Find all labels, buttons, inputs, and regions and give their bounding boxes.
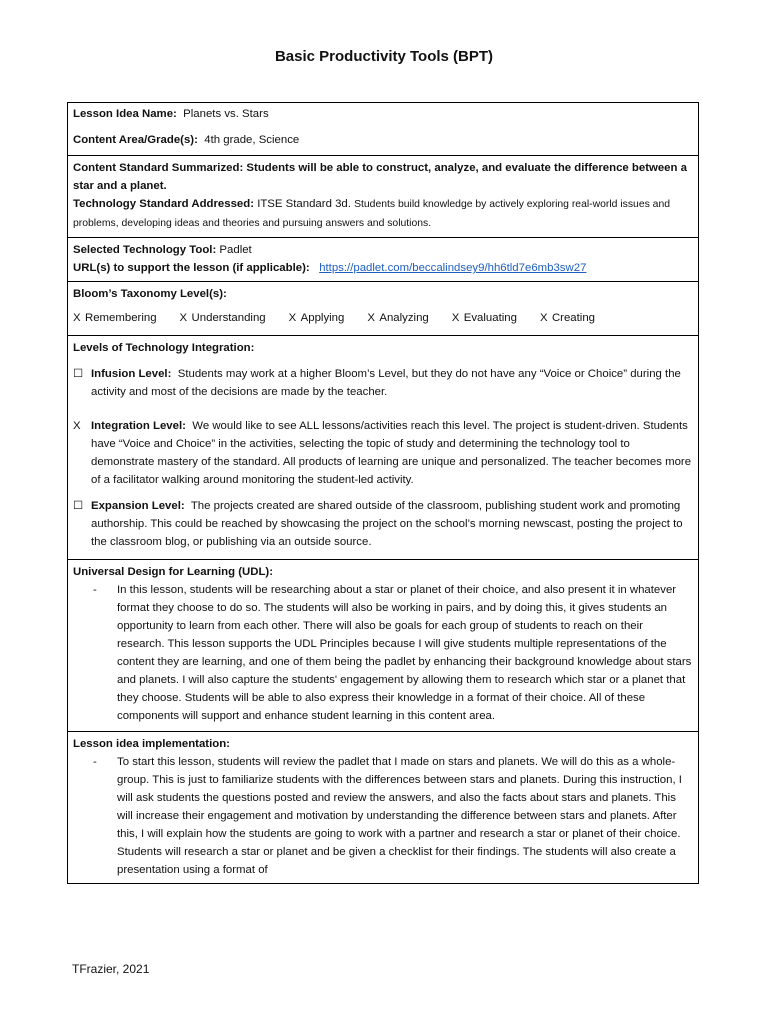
standards-cell	[68, 156, 699, 238]
blooms-levels	[73, 309, 692, 327]
tool-value: Padlet	[219, 244, 252, 256]
implementation-label: Lesson idea implementation:	[73, 738, 230, 750]
udl-item	[73, 581, 692, 725]
integration-mark-icon: X	[73, 420, 81, 432]
padlet-link[interactable]: https://padlet.com/beccalindsey9/hh6tld7e6mb3sw27	[319, 262, 587, 274]
bloom-analyzing: X Analyzing	[367, 312, 429, 324]
footer-author: TFrazier, 2021	[72, 962, 150, 976]
content-standard-label: Content Standard Summarized:	[73, 162, 244, 174]
lesson-info-cell	[68, 103, 699, 156]
bloom-applying: X Applying	[288, 312, 345, 324]
bloom-evaluating: X Evaluating	[451, 312, 517, 324]
lesson-plan-table	[67, 102, 699, 884]
infusion-text: Students may work at a higher Bloom’s Level, but they do not have any “Voice or Choice” during the activity and most of the decisions are made by the teacher.	[91, 368, 681, 398]
page-title: Basic Productivity Tools (BPT)	[274, 48, 494, 65]
lesson-name-label: Lesson Idea Name:	[73, 108, 177, 120]
blooms-cell	[68, 282, 699, 336]
integration-text: We would like to see ALL lessons/activities reach this level. The project is student-driven. Students have “Voice and Choice” in the activities, selecting the topic of study and determining the technology tool to demonstrate mastery of the standard. All products of learning are unique and personalized. The teacher becomes more of a facilitator walking around monitoring the student-led activity.	[91, 420, 692, 486]
udl-label: Universal Design for Learning (UDL):	[73, 566, 273, 578]
url-label: URL(s) to support the lesson (if applicable):	[73, 262, 310, 274]
bloom-creating: X Creating	[539, 312, 595, 324]
tool-label: Selected Technology Tool:	[73, 244, 217, 256]
tech-standard-code: ITSE Standard 3d.	[257, 198, 351, 210]
lesson-name-value: Planets vs. Stars	[183, 108, 269, 120]
integration-title: Integration Level:	[91, 420, 186, 432]
content-area-label: Content Area/Grade(s):	[73, 134, 198, 146]
content-area-value: 4th grade, Science	[204, 134, 300, 146]
expansion-title: Expansion Level:	[91, 500, 185, 512]
integration-cell	[68, 336, 699, 560]
integration-level	[73, 417, 692, 489]
tech-standard-text: Students build knowledge by actively exploring real-world issues and problems, developing ideas and theories and pursuing answers and solutions.	[73, 199, 671, 229]
expansion-text: The projects created are shared outside of the classroom, publishing student work and promoting authorship. This could be reached by showcasing the project on the school’s morning newscast, posting the project to the classroom blog, or publishing via an outside source.	[91, 500, 683, 548]
content-standard-text: Students will be able to construct, analyze, and evaluate the difference between a star and a planet.	[73, 162, 687, 192]
expansion-level	[73, 497, 692, 551]
tool-cell	[68, 238, 699, 282]
implementation-dash: -	[93, 756, 97, 768]
bloom-understanding: X Understanding	[179, 312, 266, 324]
udl-dash: -	[93, 584, 97, 596]
expansion-checkbox-icon: ☐	[73, 500, 84, 512]
infusion-checkbox-icon: ☐	[73, 368, 84, 380]
infusion-level	[73, 365, 692, 401]
implementation-item	[73, 753, 692, 879]
tech-standard-label: Technology Standard Addressed:	[73, 198, 255, 210]
integration-label: Levels of Technology Integration:	[73, 342, 255, 354]
implementation-text: To start this lesson, students will review the padlet that I made on stars and planets. We will do this as a whole-group. This is just to familiarize students with the differences between stars and planets. During this instruction, I will ask students the questions posted and review the answers, and also the facts about stars and planets. This will increase their engagement and motivation by understanding the difference between stars and planets. After this, I will explain how the students are going to work with a partner and research a star or planet of their choice. Students will research a star or planet and be given a checklist for their findings. The students will also create a presentation using a format of	[117, 756, 682, 876]
udl-text: In this lesson, students will be researching about a star or planet of their choice, and also present it in whatever format they choose to do so. The students will also be working in pairs, and by doing this, it gives students an opportunity to learn from each other. There will also be goals for each group of students to reach on their research. This lesson supports the UDL Principles because I will give students multiple representations of the content they are learning, and one of them being the padlet by enhancing their background knowledge about stars and planets. I will also capture the students' engagement by allowing them to research which star or a planet that they choose. Students will be able to also express their knowledge in a format of their choice. All of these components will support and enhance student learning in this content area.	[117, 584, 692, 722]
blooms-label: Bloom’s Taxonomy Level(s):	[73, 288, 227, 300]
implementation-cell	[68, 732, 699, 884]
infusion-title: Infusion Level:	[91, 368, 172, 380]
bloom-remembering: X Remembering	[73, 312, 157, 324]
udl-cell	[68, 560, 699, 732]
